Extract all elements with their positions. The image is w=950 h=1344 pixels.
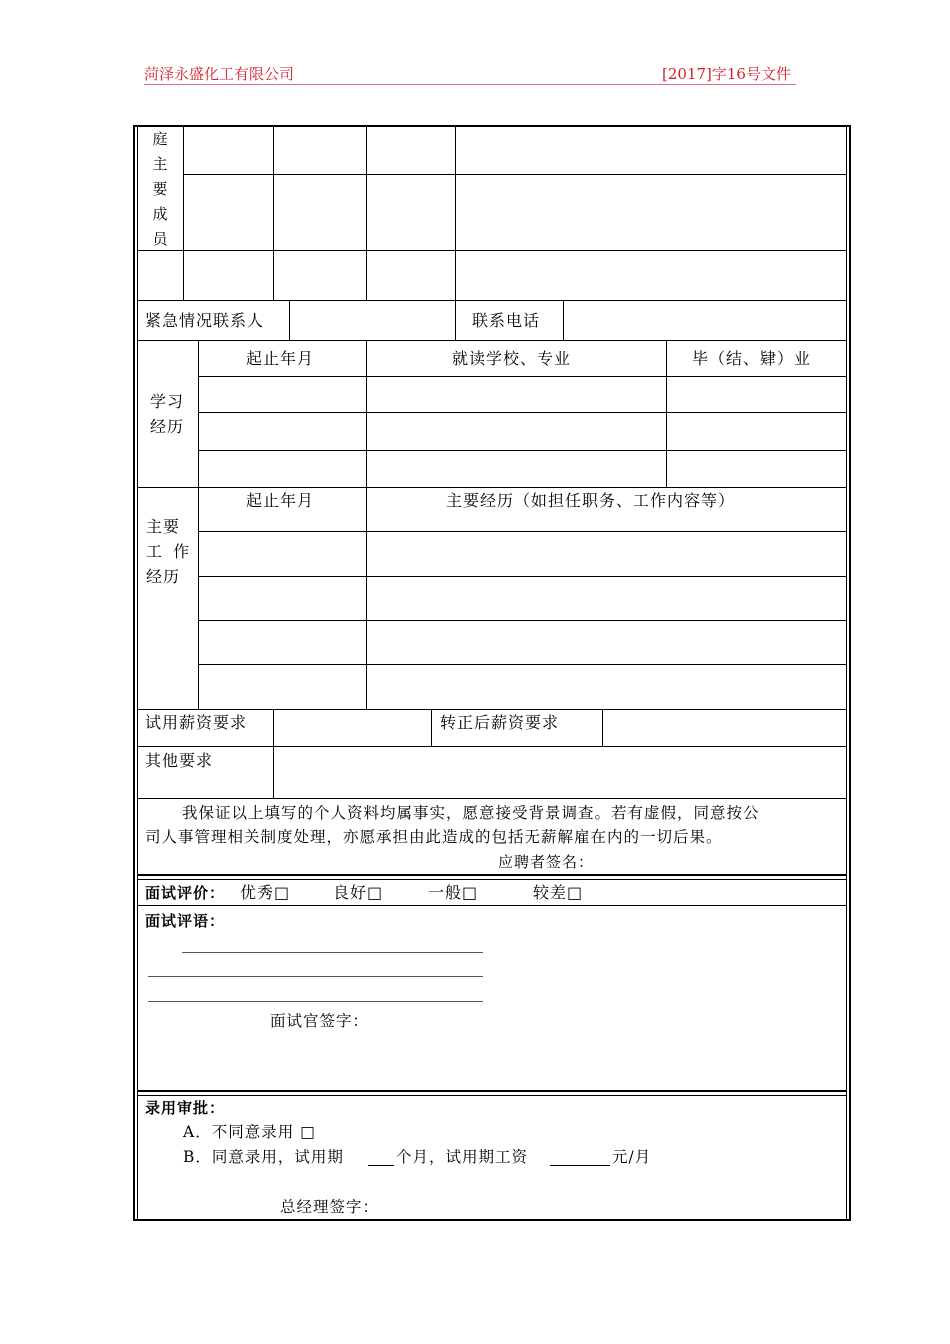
work-col-detail: 主要经历（如担任职务、工作内容等）	[446, 491, 736, 510]
approval-option-accept-part-1[interactable]: B．同意录用，试用期	[183, 1148, 344, 1166]
comment-line-1[interactable]	[182, 952, 483, 953]
other-requirements-field[interactable]	[274, 747, 846, 798]
trial-salary-label: 试用薪资要求	[145, 713, 248, 732]
declaration-line-2: 司人事管理相关制度处理，亦愿承担由此造成的包括无薪解雇在内的一切后果。	[145, 828, 723, 846]
interview-comment-label: 面试评语：	[145, 912, 226, 930]
work-row-2[interactable]	[199, 577, 846, 620]
approval-label: 录用审批：	[145, 1099, 226, 1117]
eval-option-good[interactable]: 良好□	[333, 883, 384, 902]
trial-salary-field[interactable]	[274, 710, 430, 746]
emergency-contact-label: 紧急情况联系人	[145, 311, 265, 330]
family-row-3[interactable]	[137, 251, 846, 300]
work-col-period: 起止年月	[246, 491, 315, 510]
work-row-4[interactable]	[199, 665, 846, 709]
comment-line-3[interactable]	[148, 1001, 483, 1002]
interviewer-signature-label: 面试官签字：	[270, 1012, 370, 1030]
approval-option-accept-part-3: 元/月	[612, 1148, 652, 1166]
gm-signature-label: 总经理签字：	[280, 1198, 380, 1216]
eval-option-poor[interactable]: 较差□	[533, 883, 584, 902]
company-name: 菏泽永盛化工有限公司	[144, 65, 295, 83]
work-side-label-1: 主要	[146, 517, 181, 536]
trial-salary-blank[interactable]	[550, 1165, 610, 1166]
work-side-label-3: 经历	[146, 567, 181, 586]
form-bottom-border	[133, 1219, 851, 1221]
form-left-border	[133, 125, 135, 1220]
education-col-school: 就读学校、专业	[452, 349, 572, 368]
trial-period-blank[interactable]	[368, 1165, 394, 1166]
education-col-period: 起止年月	[246, 349, 315, 368]
education-side-label-2: 经历	[150, 417, 185, 436]
family-row-2[interactable]	[183, 175, 846, 250]
document-number: [2017]字16号文件	[662, 65, 791, 83]
form-right-inner-border	[846, 125, 847, 1220]
work-row-1[interactable]	[199, 532, 846, 576]
emergency-contact-field[interactable]	[290, 301, 454, 340]
eval-option-excellent[interactable]: 优秀□	[240, 883, 291, 902]
interview-eval-label: 面试评价：	[145, 884, 226, 902]
emergency-phone-field[interactable]	[564, 301, 846, 340]
family-side-label: 庭 主 要 成 员	[152, 130, 168, 248]
declaration-line-1: 我保证以上填写的个人资料均属事实，愿意接受背景调查。若有虚假，同意按公	[182, 804, 760, 822]
education-row-2[interactable]	[199, 413, 846, 450]
education-row-3[interactable]	[199, 451, 846, 487]
work-row-3[interactable]	[199, 621, 846, 664]
form-right-border	[849, 125, 851, 1220]
applicant-signature-label: 应聘者签名：	[498, 853, 595, 871]
comment-line-2[interactable]	[148, 976, 483, 977]
regular-salary-label: 转正后薪资要求	[440, 713, 560, 732]
education-side-label-1: 学习	[150, 392, 185, 411]
other-requirements-label: 其他要求	[145, 751, 214, 770]
family-row-1[interactable]	[183, 126, 846, 174]
education-col-graduation: 毕（结、肄）业	[692, 349, 812, 368]
work-side-label-2: 工 作	[146, 542, 191, 561]
eval-option-average[interactable]: 一般□	[428, 883, 479, 902]
approval-option-reject[interactable]: A．不同意录用 □	[183, 1123, 316, 1141]
regular-salary-field[interactable]	[603, 710, 846, 746]
education-row-1[interactable]	[199, 377, 846, 412]
emergency-phone-label: 联系电话	[472, 311, 541, 330]
approval-option-accept-part-2: 个月，试用期工资	[396, 1148, 529, 1166]
